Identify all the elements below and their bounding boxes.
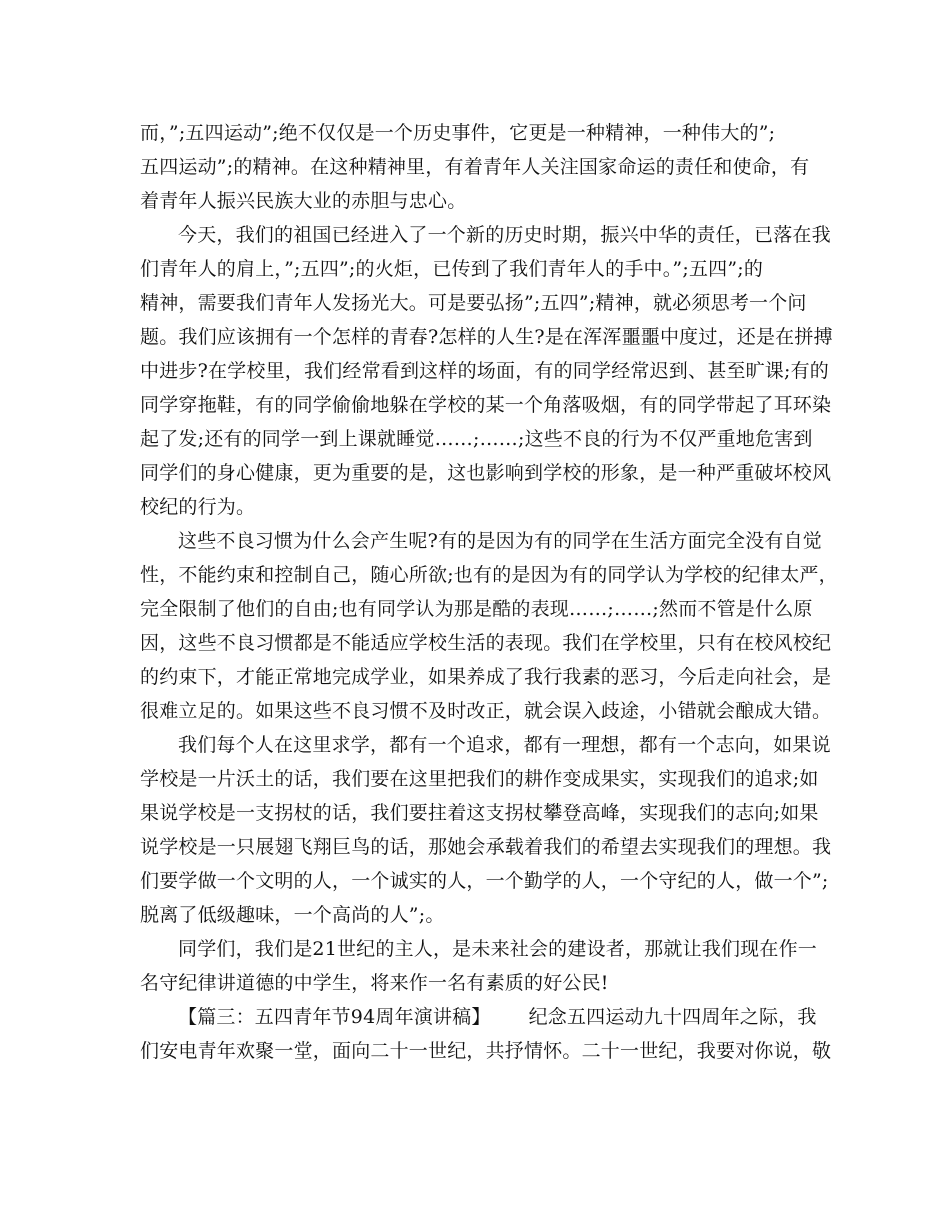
text-line: 们安电青年欢聚一堂，面向二十一世纪，共抒情怀。二十一世纪，我要对你说，敬 [140, 1040, 832, 1062]
text-line: 的约束下，才能正常地完成学业，如果养成了我行我素的恶习，今后走向社会，是 [140, 666, 832, 688]
text-line: 精神，需要我们青年人发扬光大。可是要弘扬”;五四”;精神，就必须思考一个问 [140, 292, 807, 314]
section-heading-tail: 纪念五四运动九十四周年之际，我 [528, 1006, 817, 1028]
text-line: 学校是一片沃土的话，我们要在这里把我们的耕作变成果实，实现我们的追求;如 [140, 768, 819, 790]
text-line: 完全限制了他们的自由;也有同学认为那是酷的表现……;……;然而不管是什么原 [140, 598, 813, 620]
text-line: 而，”;五四运动”;绝不仅仅是一个历史事件，它更是一种精神，一种伟大的”; [140, 122, 776, 144]
document-body [140, 116, 838, 1068]
paragraph-start-line: 我们每个人在这里求学，都有一个追求，都有一理想，都有一个志向，如果说 [178, 734, 831, 756]
text-line: 着青年人振兴民族大业的赤胆与忠心。 [140, 190, 467, 212]
text-line: 脱离了低级趣味，一个高尚的人”;。 [140, 904, 445, 926]
text-line: 因，这些不良习惯都是不能适应学校生活的表现。我们在学校里，只有在校风校纪 [140, 632, 832, 654]
text-line: 校纪的行为。 [140, 496, 256, 518]
paragraph-start-line: 今天，我们的祖国已经进入了一个新的历史时期，振兴中华的责任，已落在我 [178, 224, 831, 246]
text-line: 题。我们应该拥有一个怎样的青春?怎样的人生?是在浑浑噩噩中度过，还是在拼搏 [140, 326, 833, 348]
text-line: 说学校是一只展翅飞翔巨鸟的话，那她会承载着我们的希望去实现我们的理想。我 [140, 836, 832, 858]
text-line: 们要学做一个文明的人，一个诚实的人，一个勤学的人，一个守纪的人，做一个”; [140, 870, 829, 892]
text-line: 同学穿拖鞋，有的同学偷偷地躲在学校的某一个角落吸烟，有的同学带起了耳环染 [140, 394, 832, 416]
text-line: 果说学校是一支拐杖的话，我们要拄着这支拐杖攀登高峰，实现我们的志向;如果 [140, 802, 819, 824]
section-heading-line [140, 1000, 826, 1034]
text-line: 们青年人的肩上，”;五四”;的火炬，已传到了我们青年人的手中。”;五四”;的 [140, 258, 764, 280]
text-line: 很难立足的。如果这些不良习惯不及时改正，就会误入歧途，小错就会酿成大错。 [140, 700, 832, 722]
text-line: 中进步?在学校里，我们经常看到这样的场面，有的同学经常迟到、甚至旷课;有的 [140, 360, 829, 382]
text-line: 五四运动”;的精神。在这种精神里，有着青年人关注国家命运的责任和使命，有 [140, 156, 810, 178]
text-line: 名守纪律讲道德的中学生，将来作一名有素质的好公民! [140, 972, 609, 994]
text-line: 起了发;还有的同学一到上课就睡觉……;……;这些不良的行为不仅严重地危害到 [140, 428, 813, 450]
text-line: 同学们的身心健康，更为重要的是，这也影响到学校的形象，是一种严重破坏校风 [140, 462, 832, 484]
section-heading: 【篇三：五四青年节94周年演讲稿】 [178, 1006, 491, 1028]
paragraph-start-line: 这些不良习惯为什么会产生呢?有的是因为有的同学在生活方面完全没有自觉 [178, 530, 822, 552]
text-line: 性，不能约束和控制自己，随心所欲;也有的是因为有的同学认为学校的纪律太严， [140, 564, 838, 586]
paragraph-start-line: 同学们，我们是21世纪的主人，是未来社会的建设者，那就让我们现在作一 [178, 938, 817, 960]
